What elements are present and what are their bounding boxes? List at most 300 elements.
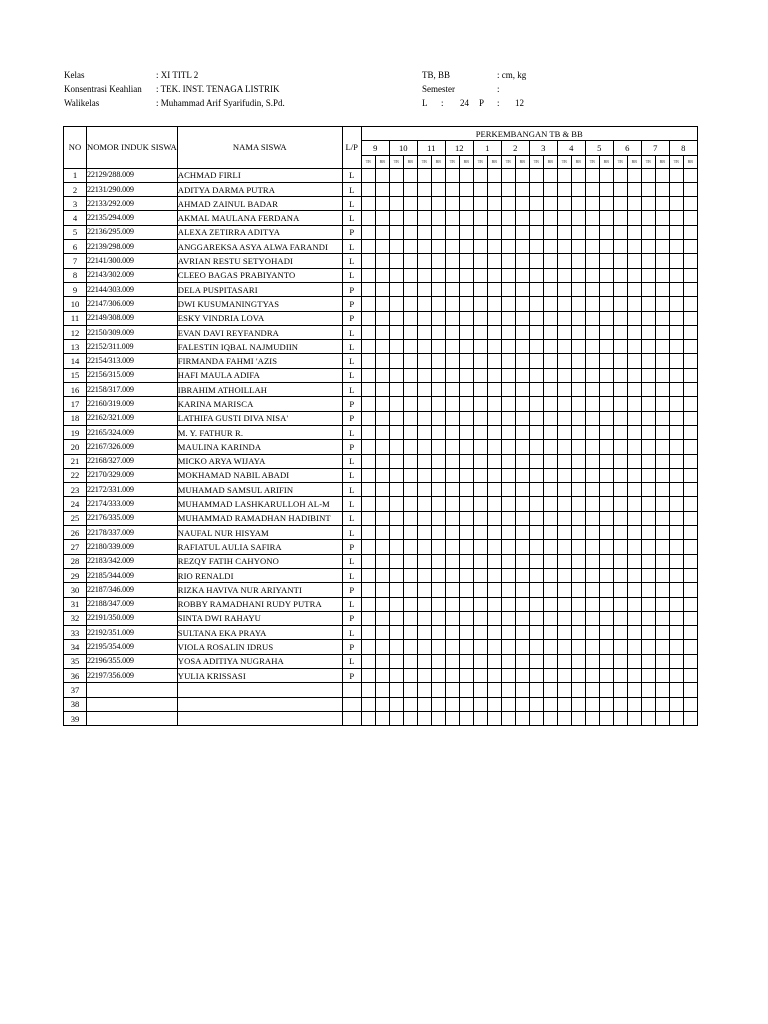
measurement-cell[interactable] [389,683,403,697]
measurement-cell[interactable] [641,611,655,625]
measurement-cell[interactable] [361,454,375,468]
measurement-cell[interactable] [585,540,599,554]
measurement-cell[interactable] [557,626,571,640]
measurement-cell[interactable] [683,668,697,682]
measurement-cell[interactable] [571,626,585,640]
measurement-cell[interactable] [431,697,445,711]
measurement-cell[interactable] [361,554,375,568]
measurement-cell[interactable] [543,668,557,682]
measurement-cell[interactable] [487,311,501,325]
measurement-cell[interactable] [473,411,487,425]
measurement-cell[interactable] [529,168,543,182]
measurement-cell[interactable] [683,597,697,611]
measurement-cell[interactable] [375,311,389,325]
measurement-cell[interactable] [613,583,627,597]
measurement-cell[interactable] [683,425,697,439]
measurement-cell[interactable] [403,440,417,454]
measurement-cell[interactable] [613,626,627,640]
measurement-cell[interactable] [501,411,515,425]
measurement-cell[interactable] [599,611,613,625]
measurement-cell[interactable] [389,526,403,540]
measurement-cell[interactable] [445,568,459,582]
measurement-cell[interactable] [571,383,585,397]
measurement-cell[interactable] [515,583,529,597]
measurement-cell[interactable] [445,397,459,411]
measurement-cell[interactable] [627,211,641,225]
measurement-cell[interactable] [417,540,431,554]
measurement-cell[interactable] [557,640,571,654]
measurement-cell[interactable] [417,225,431,239]
measurement-cell[interactable] [543,540,557,554]
measurement-cell[interactable] [641,425,655,439]
measurement-cell[interactable] [403,182,417,196]
measurement-cell[interactable] [445,297,459,311]
measurement-cell[interactable] [669,583,683,597]
measurement-cell[interactable] [417,554,431,568]
measurement-cell[interactable] [543,225,557,239]
measurement-cell[interactable] [459,668,473,682]
measurement-cell[interactable] [417,383,431,397]
measurement-cell[interactable] [375,683,389,697]
measurement-cell[interactable] [417,640,431,654]
measurement-cell[interactable] [487,654,501,668]
measurement-cell[interactable] [613,597,627,611]
measurement-cell[interactable] [557,425,571,439]
measurement-cell[interactable] [641,597,655,611]
measurement-cell[interactable] [361,668,375,682]
measurement-cell[interactable] [459,197,473,211]
measurement-cell[interactable] [403,597,417,611]
measurement-cell[interactable] [655,668,669,682]
measurement-cell[interactable] [683,611,697,625]
measurement-cell[interactable] [473,568,487,582]
measurement-cell[interactable] [627,611,641,625]
measurement-cell[interactable] [515,425,529,439]
measurement-cell[interactable] [431,325,445,339]
measurement-cell[interactable] [487,197,501,211]
measurement-cell[interactable] [487,325,501,339]
measurement-cell[interactable] [501,454,515,468]
measurement-cell[interactable] [655,583,669,597]
measurement-cell[interactable] [431,211,445,225]
measurement-cell[interactable] [417,311,431,325]
measurement-cell[interactable] [389,654,403,668]
measurement-cell[interactable] [487,540,501,554]
measurement-cell[interactable] [557,297,571,311]
measurement-cell[interactable] [431,568,445,582]
measurement-cell[interactable] [655,297,669,311]
measurement-cell[interactable] [529,225,543,239]
measurement-cell[interactable] [613,483,627,497]
measurement-cell[interactable] [417,483,431,497]
measurement-cell[interactable] [417,425,431,439]
measurement-cell[interactable] [683,440,697,454]
measurement-cell[interactable] [585,311,599,325]
measurement-cell[interactable] [445,254,459,268]
measurement-cell[interactable] [445,526,459,540]
measurement-cell[interactable] [473,211,487,225]
measurement-cell[interactable] [375,211,389,225]
measurement-cell[interactable] [515,626,529,640]
measurement-cell[interactable] [599,654,613,668]
measurement-cell[interactable] [501,340,515,354]
measurement-cell[interactable] [403,368,417,382]
measurement-cell[interactable] [431,268,445,282]
measurement-cell[interactable] [417,597,431,611]
measurement-cell[interactable] [641,268,655,282]
measurement-cell[interactable] [529,354,543,368]
measurement-cell[interactable] [431,583,445,597]
measurement-cell[interactable] [641,540,655,554]
measurement-cell[interactable] [585,511,599,525]
measurement-cell[interactable] [655,697,669,711]
measurement-cell[interactable] [627,583,641,597]
measurement-cell[interactable] [599,554,613,568]
measurement-cell[interactable] [487,182,501,196]
measurement-cell[interactable] [599,597,613,611]
measurement-cell[interactable] [627,240,641,254]
measurement-cell[interactable] [641,454,655,468]
measurement-cell[interactable] [501,468,515,482]
measurement-cell[interactable] [669,311,683,325]
measurement-cell[interactable] [487,483,501,497]
measurement-cell[interactable] [557,654,571,668]
measurement-cell[interactable] [459,440,473,454]
measurement-cell[interactable] [641,583,655,597]
measurement-cell[interactable] [459,597,473,611]
measurement-cell[interactable] [529,325,543,339]
measurement-cell[interactable] [571,683,585,697]
measurement-cell[interactable] [473,225,487,239]
measurement-cell[interactable] [543,597,557,611]
measurement-cell[interactable] [501,425,515,439]
measurement-cell[interactable] [585,583,599,597]
measurement-cell[interactable] [627,454,641,468]
measurement-cell[interactable] [431,197,445,211]
measurement-cell[interactable] [529,454,543,468]
measurement-cell[interactable] [459,711,473,725]
measurement-cell[interactable] [669,711,683,725]
measurement-cell[interactable] [361,325,375,339]
measurement-cell[interactable] [571,511,585,525]
measurement-cell[interactable] [417,211,431,225]
measurement-cell[interactable] [375,397,389,411]
measurement-cell[interactable] [361,197,375,211]
measurement-cell[interactable] [417,654,431,668]
measurement-cell[interactable] [417,526,431,540]
measurement-cell[interactable] [613,383,627,397]
measurement-cell[interactable] [445,597,459,611]
measurement-cell[interactable] [571,182,585,196]
measurement-cell[interactable] [473,383,487,397]
measurement-cell[interactable] [361,683,375,697]
measurement-cell[interactable] [557,697,571,711]
measurement-cell[interactable] [501,540,515,554]
measurement-cell[interactable] [641,282,655,296]
measurement-cell[interactable] [627,697,641,711]
measurement-cell[interactable] [431,340,445,354]
measurement-cell[interactable] [669,483,683,497]
measurement-cell[interactable] [599,640,613,654]
measurement-cell[interactable] [389,711,403,725]
measurement-cell[interactable] [529,411,543,425]
measurement-cell[interactable] [585,611,599,625]
measurement-cell[interactable] [459,683,473,697]
measurement-cell[interactable] [529,311,543,325]
measurement-cell[interactable] [641,568,655,582]
measurement-cell[interactable] [543,311,557,325]
measurement-cell[interactable] [655,354,669,368]
measurement-cell[interactable] [543,640,557,654]
measurement-cell[interactable] [529,554,543,568]
measurement-cell[interactable] [473,483,487,497]
measurement-cell[interactable] [543,268,557,282]
measurement-cell[interactable] [627,554,641,568]
measurement-cell[interactable] [459,554,473,568]
measurement-cell[interactable] [487,282,501,296]
measurement-cell[interactable] [613,225,627,239]
measurement-cell[interactable] [599,354,613,368]
measurement-cell[interactable] [571,640,585,654]
measurement-cell[interactable] [585,354,599,368]
measurement-cell[interactable] [655,554,669,568]
measurement-cell[interactable] [529,526,543,540]
measurement-cell[interactable] [445,554,459,568]
measurement-cell[interactable] [669,454,683,468]
measurement-cell[interactable] [361,368,375,382]
measurement-cell[interactable] [501,711,515,725]
measurement-cell[interactable] [473,711,487,725]
measurement-cell[interactable] [641,668,655,682]
measurement-cell[interactable] [459,454,473,468]
measurement-cell[interactable] [361,483,375,497]
measurement-cell[interactable] [557,354,571,368]
measurement-cell[interactable] [557,611,571,625]
measurement-cell[interactable] [571,268,585,282]
measurement-cell[interactable] [403,197,417,211]
measurement-cell[interactable] [669,268,683,282]
measurement-cell[interactable] [543,468,557,482]
measurement-cell[interactable] [585,168,599,182]
measurement-cell[interactable] [543,583,557,597]
measurement-cell[interactable] [543,626,557,640]
measurement-cell[interactable] [515,254,529,268]
measurement-cell[interactable] [641,197,655,211]
measurement-cell[interactable] [403,554,417,568]
measurement-cell[interactable] [459,626,473,640]
measurement-cell[interactable] [641,354,655,368]
measurement-cell[interactable] [627,254,641,268]
measurement-cell[interactable] [361,311,375,325]
measurement-cell[interactable] [655,711,669,725]
measurement-cell[interactable] [669,354,683,368]
measurement-cell[interactable] [669,611,683,625]
measurement-cell[interactable] [445,168,459,182]
measurement-cell[interactable] [389,340,403,354]
measurement-cell[interactable] [529,540,543,554]
measurement-cell[interactable] [459,383,473,397]
measurement-cell[interactable] [389,325,403,339]
measurement-cell[interactable] [669,368,683,382]
measurement-cell[interactable] [641,683,655,697]
measurement-cell[interactable] [543,425,557,439]
measurement-cell[interactable] [571,325,585,339]
measurement-cell[interactable] [445,383,459,397]
measurement-cell[interactable] [445,683,459,697]
measurement-cell[interactable] [543,697,557,711]
measurement-cell[interactable] [571,468,585,482]
measurement-cell[interactable] [361,268,375,282]
measurement-cell[interactable] [613,282,627,296]
measurement-cell[interactable] [627,597,641,611]
measurement-cell[interactable] [669,668,683,682]
measurement-cell[interactable] [571,411,585,425]
measurement-cell[interactable] [641,468,655,482]
measurement-cell[interactable] [655,168,669,182]
measurement-cell[interactable] [655,383,669,397]
measurement-cell[interactable] [473,540,487,554]
measurement-cell[interactable] [389,211,403,225]
measurement-cell[interactable] [417,583,431,597]
measurement-cell[interactable] [473,654,487,668]
measurement-cell[interactable] [557,483,571,497]
measurement-cell[interactable] [683,182,697,196]
measurement-cell[interactable] [515,697,529,711]
measurement-cell[interactable] [613,397,627,411]
measurement-cell[interactable] [557,440,571,454]
measurement-cell[interactable] [487,254,501,268]
measurement-cell[interactable] [529,568,543,582]
measurement-cell[interactable] [403,425,417,439]
measurement-cell[interactable] [599,497,613,511]
measurement-cell[interactable] [473,626,487,640]
measurement-cell[interactable] [599,697,613,711]
measurement-cell[interactable] [501,683,515,697]
measurement-cell[interactable] [375,440,389,454]
measurement-cell[interactable] [403,640,417,654]
measurement-cell[interactable] [431,668,445,682]
measurement-cell[interactable] [655,483,669,497]
measurement-cell[interactable] [627,540,641,554]
measurement-cell[interactable] [417,340,431,354]
measurement-cell[interactable] [571,311,585,325]
measurement-cell[interactable] [403,697,417,711]
measurement-cell[interactable] [417,397,431,411]
measurement-cell[interactable] [683,540,697,554]
measurement-cell[interactable] [557,282,571,296]
measurement-cell[interactable] [403,683,417,697]
measurement-cell[interactable] [459,368,473,382]
measurement-cell[interactable] [613,311,627,325]
measurement-cell[interactable] [361,240,375,254]
measurement-cell[interactable] [655,254,669,268]
measurement-cell[interactable] [361,297,375,311]
measurement-cell[interactable] [515,568,529,582]
measurement-cell[interactable] [613,411,627,425]
measurement-cell[interactable] [375,597,389,611]
measurement-cell[interactable] [641,654,655,668]
measurement-cell[interactable] [669,340,683,354]
measurement-cell[interactable] [487,411,501,425]
measurement-cell[interactable] [613,254,627,268]
measurement-cell[interactable] [375,182,389,196]
measurement-cell[interactable] [585,240,599,254]
measurement-cell[interactable] [683,683,697,697]
measurement-cell[interactable] [375,325,389,339]
measurement-cell[interactable] [585,397,599,411]
measurement-cell[interactable] [571,540,585,554]
measurement-cell[interactable] [543,483,557,497]
measurement-cell[interactable] [669,540,683,554]
measurement-cell[interactable] [599,540,613,554]
measurement-cell[interactable] [543,168,557,182]
measurement-cell[interactable] [599,268,613,282]
measurement-cell[interactable] [543,297,557,311]
measurement-cell[interactable] [431,411,445,425]
measurement-cell[interactable] [683,697,697,711]
measurement-cell[interactable] [515,440,529,454]
measurement-cell[interactable] [543,240,557,254]
measurement-cell[interactable] [459,397,473,411]
measurement-cell[interactable] [543,611,557,625]
measurement-cell[interactable] [669,297,683,311]
measurement-cell[interactable] [445,440,459,454]
measurement-cell[interactable] [683,325,697,339]
measurement-cell[interactable] [445,640,459,654]
measurement-cell[interactable] [375,526,389,540]
measurement-cell[interactable] [683,383,697,397]
measurement-cell[interactable] [403,311,417,325]
measurement-cell[interactable] [599,197,613,211]
measurement-cell[interactable] [375,611,389,625]
measurement-cell[interactable] [403,340,417,354]
measurement-cell[interactable] [473,497,487,511]
measurement-cell[interactable] [515,168,529,182]
measurement-cell[interactable] [543,354,557,368]
measurement-cell[interactable] [515,497,529,511]
measurement-cell[interactable] [473,611,487,625]
measurement-cell[interactable] [501,168,515,182]
measurement-cell[interactable] [445,697,459,711]
measurement-cell[interactable] [571,568,585,582]
measurement-cell[interactable] [641,383,655,397]
measurement-cell[interactable] [557,397,571,411]
measurement-cell[interactable] [571,654,585,668]
measurement-cell[interactable] [543,182,557,196]
measurement-cell[interactable] [487,568,501,582]
measurement-cell[interactable] [627,182,641,196]
measurement-cell[interactable] [417,626,431,640]
measurement-cell[interactable] [543,340,557,354]
measurement-cell[interactable] [613,554,627,568]
measurement-cell[interactable] [529,468,543,482]
measurement-cell[interactable] [403,325,417,339]
measurement-cell[interactable] [501,325,515,339]
measurement-cell[interactable] [543,654,557,668]
measurement-cell[interactable] [459,240,473,254]
measurement-cell[interactable] [585,526,599,540]
measurement-cell[interactable] [473,368,487,382]
measurement-cell[interactable] [655,640,669,654]
measurement-cell[interactable] [557,554,571,568]
measurement-cell[interactable] [613,168,627,182]
measurement-cell[interactable] [361,340,375,354]
measurement-cell[interactable] [431,425,445,439]
measurement-cell[interactable] [501,354,515,368]
measurement-cell[interactable] [641,511,655,525]
measurement-cell[interactable] [361,182,375,196]
measurement-cell[interactable] [389,697,403,711]
